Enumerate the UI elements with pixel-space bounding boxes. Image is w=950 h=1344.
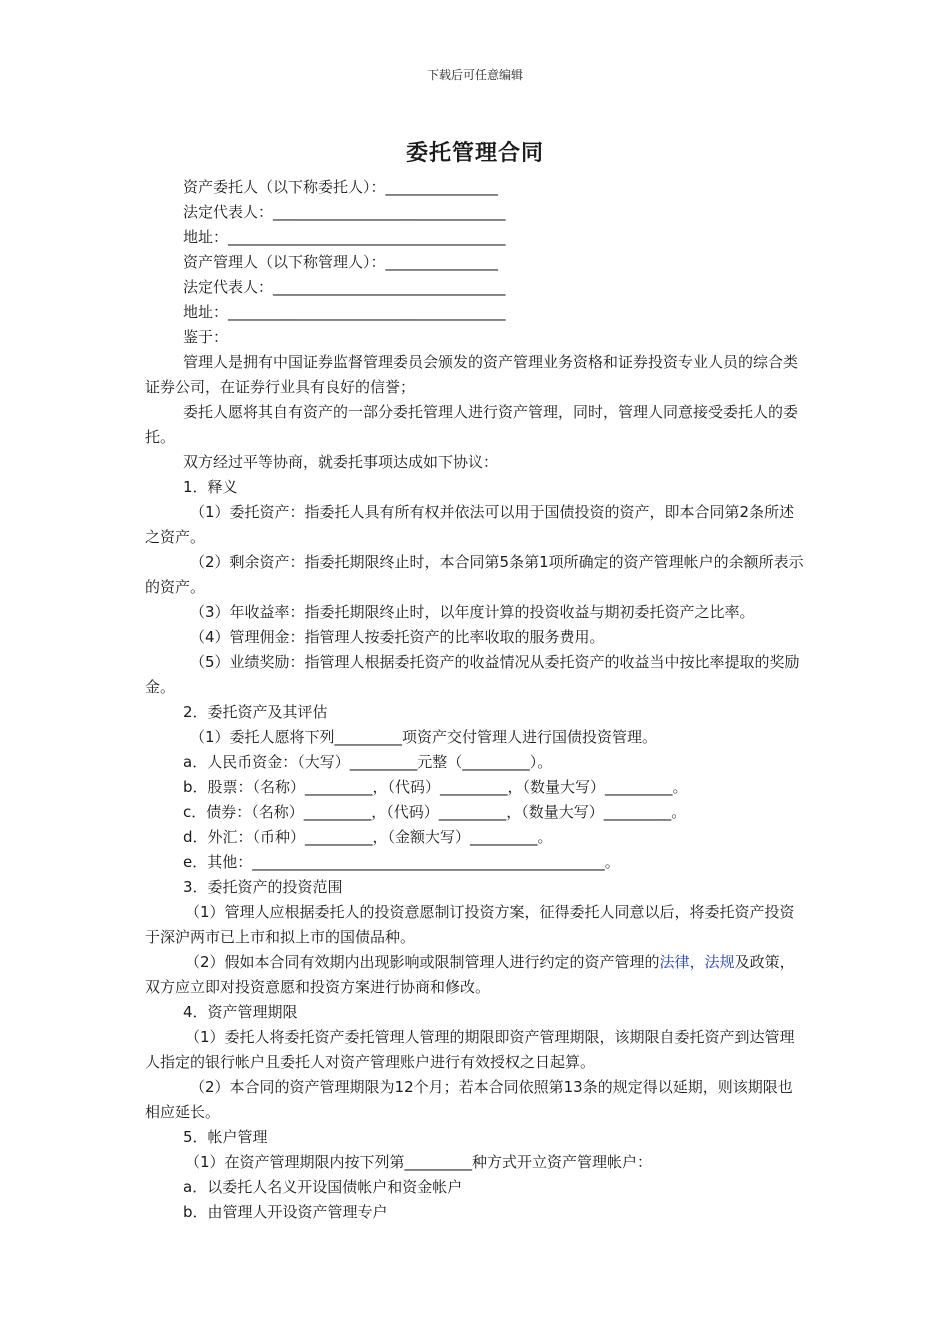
section-heading: 5．帐户管理 bbox=[183, 1128, 268, 1146]
clause-paragraph: （1）委托资产：指委托人具有所有权并依法可以用于国债投资的资产，即本合同第2条所述之资产。 bbox=[145, 503, 795, 546]
recital-paragraph: 双方经过平等协商，就委托事项达成如下协议： bbox=[183, 453, 499, 471]
party-line: 法定代表人：_______________________________ bbox=[183, 203, 506, 221]
clause-paragraph: （2）剩余资产：指委托期限终止时，本合同第5条第1项所确定的资产管理帐户的余额所表示的资产。 bbox=[145, 553, 804, 596]
clause-paragraph: （4）管理佣金：指管理人按委托资产的比率收取的服务费用。 bbox=[190, 628, 605, 646]
party-line: 鉴于： bbox=[183, 328, 229, 346]
party-line: 地址：_____________________________________ bbox=[183, 303, 506, 321]
clause-paragraph: （1）委托人将委托资产委托管理人管理的期限即资产管理期限，该期限自委托资产到达管理人指定的银行帐户且委托人对资产管理账户进行有效授权之日起算。 bbox=[145, 1028, 795, 1071]
account-option-line: b．由管理人开设资产管理专户 bbox=[183, 1203, 388, 1221]
clause-paragraph bbox=[145, 950, 807, 1000]
clause-text: 及政策，双方应立即对投资意愿和投资方案进行协商和修改。 bbox=[145, 953, 795, 996]
party-line: 法定代表人：_______________________________ bbox=[183, 278, 506, 296]
regulation-link[interactable]: 法规 bbox=[704, 953, 735, 971]
law-link[interactable]: 法律 bbox=[659, 953, 690, 971]
page-header-note: 下载后可任意编辑 bbox=[426, 68, 523, 82]
recital-paragraph: 委托人愿将其自有资产的一部分委托管理人进行资产管理，同时，管理人同意接受委托人的委托。 bbox=[145, 403, 799, 446]
party-line: 地址：_____________________________________ bbox=[183, 228, 506, 246]
clause-paragraph: （5）业绩奖励：指管理人根据委托资产的收益情况从委托资产的收益当中按比率提取的奖励金。 bbox=[145, 653, 800, 696]
asset-item-line: b．股票：（名称）_________，（代码）_________，（数量大写）_________。 bbox=[183, 778, 688, 796]
account-option-line: a．以委托人名义开设国债帐户和资金帐户 bbox=[183, 1178, 463, 1196]
asset-item-line: c．债券：（名称）_________，（代码）_________，（数量大写）_________。 bbox=[183, 803, 687, 821]
section-heading: 1．释义 bbox=[183, 478, 238, 496]
section-heading: 2．委托资产及其评估 bbox=[183, 703, 328, 721]
clause-paragraph: （2）本合同的资产管理期限为12个月；若本合同依照第13条的规定得以延期，则该期限也相应延长。 bbox=[145, 1078, 793, 1121]
document-title: 委托管理合同 bbox=[405, 141, 544, 166]
clause-text: （2）假如本合同有效期内出现影响或限制管理人进行约定的资产管理的 bbox=[185, 953, 660, 971]
section-heading: 3．委托资产的投资范围 bbox=[183, 878, 343, 896]
clause-paragraph: （1）在资产管理期限内按下列第_________种方式开立资产管理帐户： bbox=[185, 1153, 653, 1171]
asset-item-line: e．其他：_______________________________________________。 bbox=[183, 853, 620, 871]
contract-body bbox=[145, 175, 807, 1225]
asset-item-line: d．外汇：（币种）_________，（金额大写）_________。 bbox=[183, 828, 553, 846]
recital-paragraph: 管理人是拥有中国证券监督管理委员会颁发的资产管理业务资格和证券投资专业人员的综合类证券公司，在证券行业具有良好的信誉； bbox=[145, 353, 799, 396]
party-line: 资产委托人（以下称委托人）：_______________ bbox=[183, 178, 499, 196]
asset-item-line: a．人民币资金：（大写）_________元整（_________）。 bbox=[183, 753, 553, 771]
link-separator: ， bbox=[689, 953, 705, 971]
clause-paragraph: （1）管理人应根据委托人的投资意愿制订投资方案，征得委托人同意以后，将委托资产投资于深沪两市已上市和拟上市的国债品种。 bbox=[145, 903, 795, 946]
clause-paragraph: （1）委托人愿将下列_________项资产交付管理人进行国债投资管理。 bbox=[190, 728, 658, 746]
party-line: 资产管理人（以下称管理人）：_______________ bbox=[183, 253, 499, 271]
clause-paragraph: （3）年收益率：指委托期限终止时，以年度计算的投资收益与期初委托资产之比率。 bbox=[190, 603, 755, 621]
section-heading: 4．资产管理期限 bbox=[183, 1003, 298, 1021]
